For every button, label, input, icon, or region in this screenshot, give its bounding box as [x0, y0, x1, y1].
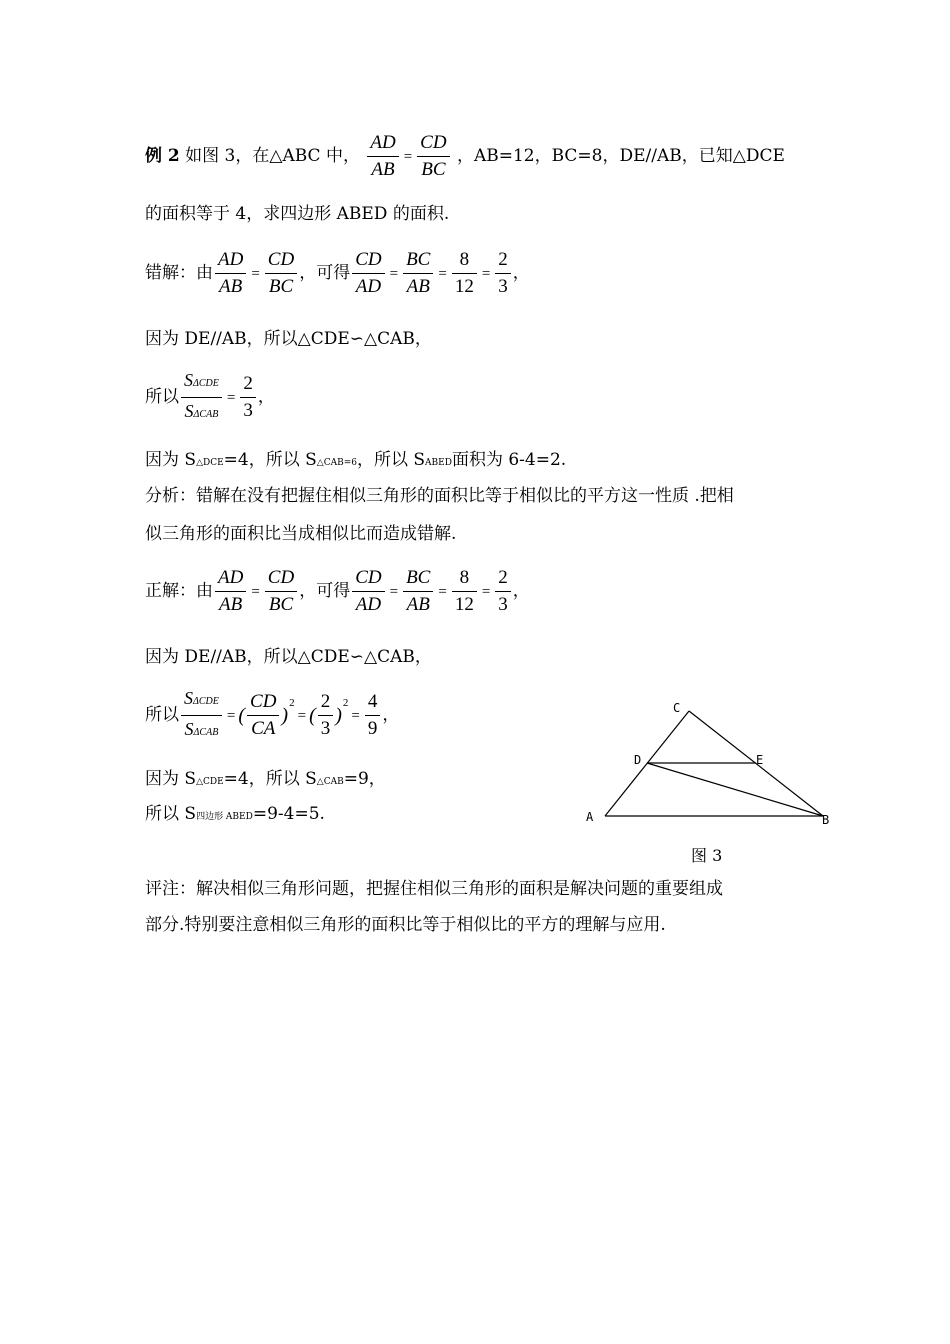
- correct-ratio: 所以 SΔCDE SΔCAB = ( $\frac{CD}{CA}$ )$^2$= ( $\frac{2}{3}$ )$^2$= $\frac{4}{9}$ ，: [145, 685, 399, 746]
- wrong-parallel: 因为 DE//AB，所以△CDE∽△CAB，: [145, 329, 432, 349]
- wrong-area: 因为 S△DCE=4，所以 S△CAB=6，所以 SABED面积为 6-4=2.: [145, 450, 567, 470]
- example-intro: 如图 3，在△ABC 中，: [185, 146, 360, 166]
- given-fraction-2: $\frac{CD}{BC}$: [417, 130, 449, 183]
- figure-caption: 图 3: [691, 846, 723, 865]
- wrong-line-1: 错解：由 $\frac{AD}{AB}$ = $\frac{CD}{BC}$ ，可得 $\frac{CD}{AD}$ = $\frac{BC}{AB}$ = $\frac{8}{12}$ = $\frac{2}{3}$ ，: [145, 249, 530, 297]
- analysis-line-1: 分析：错解在没有把握住相似三角形的面积比等于相似比的平方这一性质 .把相: [145, 486, 734, 506]
- correct-area: 因为 S△CDE=4，所以 S△CAB=9，: [145, 769, 386, 789]
- correct-line-1: 正解：由 $\frac{AD}{AB}$ = $\frac{CD}{BC}$ ，可得 $\frac{CD}{AD}$ = $\frac{BC}{AB}$ = $\frac{8}{12}$ = $\frac{2}{3}$ ，: [145, 567, 530, 615]
- correct-parallel: 因为 DE//AB，所以△CDE∽△CAB，: [145, 647, 432, 667]
- comment-line-1: 评注：解决相似三角形问题，把握住相似三角形的面积是解决问题的重要组成: [145, 879, 723, 899]
- example-line-1: 例 2 如图 3，在△ABC 中， $\frac{AD}{AB}$ = $\frac{CD}{BC}$ ，AB=12，BC=8，DE//AB，已知△DCE: [145, 130, 785, 183]
- label-C: C: [673, 701, 681, 715]
- segment-DB: [647, 763, 823, 816]
- label-B: B: [822, 813, 830, 827]
- example-line-2: 的面积等于 4，求四边形 ABED 的面积.: [145, 204, 450, 224]
- wrong-ratio: 所以 SΔCDE SΔCAB = $\frac{2}{3}$ ，: [145, 367, 275, 428]
- label-D: D: [634, 753, 642, 767]
- label-E: E: [756, 753, 764, 767]
- given-fraction-1: $\frac{AD}{AB}$: [367, 130, 398, 183]
- example-given-rest: ，AB=12，BC=8，DE//AB，已知△DCE: [456, 146, 785, 166]
- correct-final: 所以 S四边形 ABED=9-4=5.: [145, 804, 325, 824]
- label-A: A: [586, 810, 594, 824]
- triangle-figure: [580, 695, 840, 835]
- analysis-line-2: 似三角形的面积比当成相似比而造成错解.: [145, 524, 457, 544]
- example-label: 例 2: [145, 146, 180, 166]
- comment-line-2: 部分.特别要注意相似三角形的面积比等于相似比的平方的理解与应用.: [145, 915, 666, 935]
